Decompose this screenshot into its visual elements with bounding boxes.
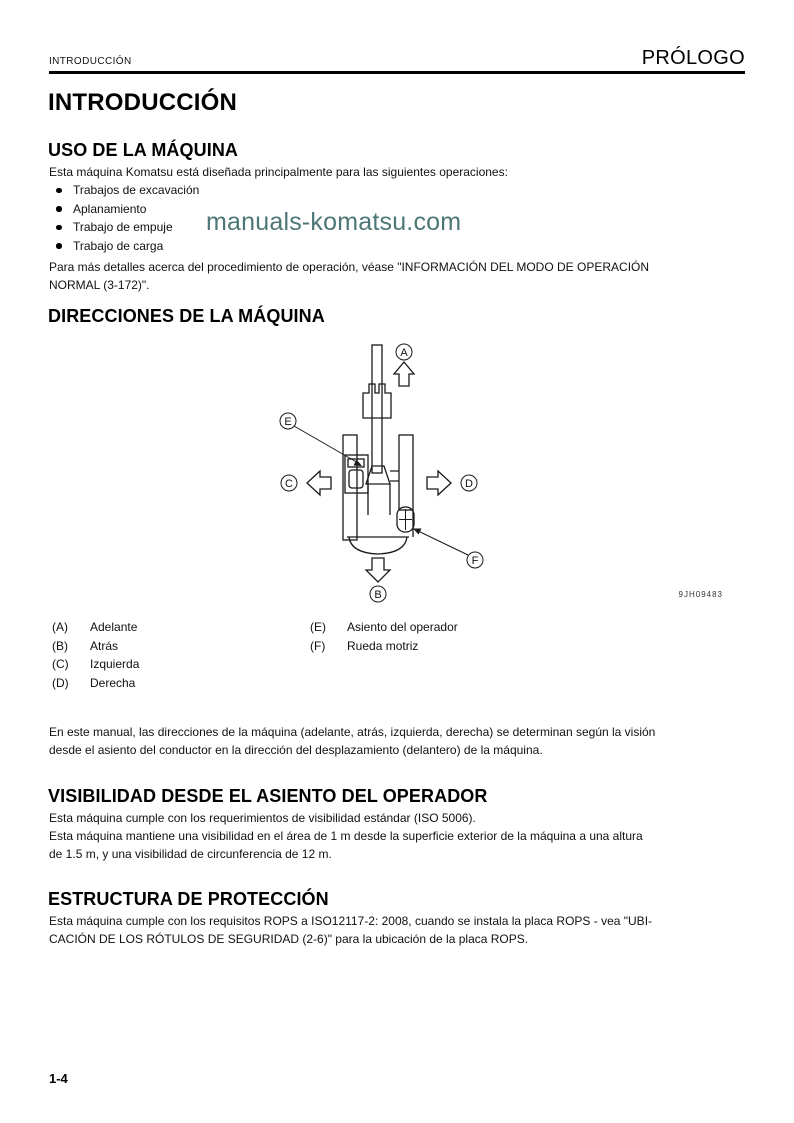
arrow-right-icon bbox=[427, 471, 451, 495]
legend-label: Asiento del operador bbox=[347, 620, 458, 634]
diagram-label-b bbox=[370, 586, 386, 602]
text-line: NORMAL (3-172)". bbox=[49, 278, 150, 292]
direcciones-note-paragraph bbox=[49, 723, 749, 759]
bullet-icon bbox=[56, 243, 62, 249]
page-title: INTRODUCCIÓN bbox=[48, 89, 238, 116]
blade-arm bbox=[372, 345, 382, 473]
text-line: de 1.5 m, y una visibilidad de circunferencia de 12 m. bbox=[49, 847, 332, 861]
watermark: manuals-komatsu.com bbox=[206, 208, 462, 236]
blade-bracket bbox=[363, 384, 391, 418]
legend-key: (B) bbox=[52, 638, 68, 653]
arrow-down-icon bbox=[366, 558, 390, 582]
legend-column-left bbox=[52, 618, 139, 692]
section-heading-estructura: ESTRUCTURA DE PROTECCIÓN bbox=[48, 889, 329, 909]
legend-label: Izquierda bbox=[90, 657, 140, 671]
svg-text:B: B bbox=[374, 589, 382, 601]
center-frame bbox=[368, 471, 399, 515]
bullet-text: Trabajos de excavación bbox=[73, 183, 200, 197]
uso-intro-text: Esta máquina Komatsu está diseñada principalmente para las siguientes operaciones: bbox=[49, 165, 508, 179]
section-heading-visibilidad: VISIBILIDAD DESDE EL ASIENTO DEL OPERADOR bbox=[48, 786, 488, 806]
leader-line-f bbox=[416, 530, 468, 555]
svg-text:C: C bbox=[285, 478, 293, 490]
estructura-paragraph bbox=[49, 912, 749, 948]
text-line: Esta máquina cumple con los requerimientos de visibilidad estándar (ISO 5006). bbox=[49, 811, 476, 825]
uso-detail-paragraph bbox=[49, 258, 749, 294]
legend-label: Atrás bbox=[90, 638, 119, 653]
machine-top-view-diagram bbox=[0, 340, 794, 618]
legend-key: (A) bbox=[52, 620, 68, 634]
svg-text:E: E bbox=[284, 416, 292, 428]
bullet-icon bbox=[56, 188, 62, 194]
legend-label: Derecha bbox=[90, 675, 136, 690]
bullet-text: Trabajo de empuje bbox=[73, 220, 173, 234]
text-line: Esta máquina cumple con los requisitos ROPS a ISO12117-2: 2008, cuando se instala la placa ROPS - vea "UBI- bbox=[49, 914, 653, 928]
svg-text:D: D bbox=[465, 478, 473, 490]
running-header-section: INTRODUCCIÓN bbox=[49, 56, 132, 67]
legend-key: (E) bbox=[310, 620, 326, 634]
legend-key: (D) bbox=[52, 675, 69, 690]
diagram-label-e bbox=[280, 413, 296, 429]
section-heading-direcciones: DIRECCIONES DE LA MÁQUINA bbox=[48, 306, 325, 326]
header-rule bbox=[49, 71, 745, 74]
text-line: Esta máquina mantiene una visibilidad en el área de 1 m desde la superficie exterior de la máquina a una altura bbox=[49, 829, 643, 843]
diagram-label-a bbox=[396, 344, 412, 360]
diagram-label-f bbox=[467, 552, 483, 568]
seat-cushion bbox=[349, 470, 363, 488]
running-header-chapter: PRÓLOGO bbox=[641, 47, 745, 69]
bullet-text: Trabajo de carga bbox=[73, 238, 164, 253]
footer-page-number: 1-4 bbox=[49, 1071, 68, 1086]
bullet-text: Aplanamiento bbox=[73, 201, 147, 216]
list-item bbox=[49, 237, 469, 256]
list-item bbox=[49, 181, 469, 200]
bullet-icon bbox=[56, 225, 62, 231]
right-track bbox=[399, 435, 413, 510]
diagram-label-d bbox=[461, 475, 477, 491]
section-heading-uso: USO DE LA MÁQUINA bbox=[48, 140, 239, 160]
svg-text:A: A bbox=[400, 347, 408, 359]
arrow-left-icon bbox=[307, 471, 331, 495]
legend-key: (C) bbox=[52, 657, 69, 671]
text-line: CACIÓN DE LOS RÓTULOS DE SEGURIDAD (2-6)" para la ubicación de la placa ROPS. bbox=[49, 932, 529, 946]
blade-mount bbox=[366, 466, 390, 484]
text-line: desde el asiento del conductor en la dirección del desplazamiento (delantero) de la máquina. bbox=[49, 743, 543, 757]
leader-line-e bbox=[294, 426, 360, 464]
visibilidad-paragraph bbox=[49, 809, 749, 863]
text-line: Para más detalles acerca del procedimiento de operación, véase "INFORMACIÓN DEL MODO DE OPERACIÓN bbox=[49, 260, 650, 274]
legend-key: (F) bbox=[310, 638, 326, 653]
legend-label: Adelante bbox=[90, 620, 138, 634]
arrow-up-icon bbox=[394, 362, 414, 386]
diagram-label-c bbox=[281, 475, 297, 491]
legend-column-right bbox=[310, 618, 458, 655]
figure-code: 9JH09483 bbox=[678, 590, 723, 599]
svg-text:F: F bbox=[471, 555, 479, 567]
legend-label: Rueda motriz bbox=[347, 638, 419, 653]
text-line: En este manual, las direcciones de la máquina (adelante, atrás, izquierda, derecha) se determinan según la visión bbox=[49, 725, 656, 739]
bullet-icon bbox=[56, 206, 62, 212]
sprocket-cross bbox=[399, 509, 412, 530]
